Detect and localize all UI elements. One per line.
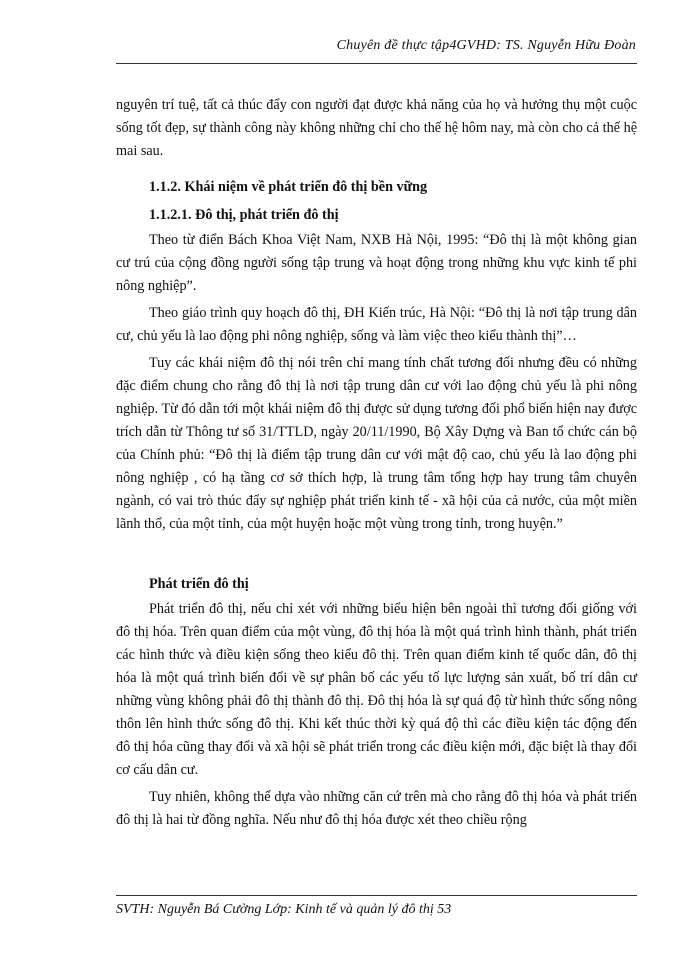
subsection-heading-urban-development: Phát triển đô thị xyxy=(149,576,249,592)
paragraph-definition-textbook: Theo giáo trình quy hoạch đô thị, ĐH Kiến trúc, Hà Nội: “Đô thị là nơi tập trung dân cư, chủ yếu là lao động phi nông nghiệp, sống và làm việc theo kiểu thành thị”… xyxy=(116,305,637,344)
header-divider xyxy=(116,63,637,64)
section-heading-1-1-2: 1.1.2. Khái niệm về phát triển đô thị bền vững xyxy=(149,179,428,195)
subsection-heading-1-1-2-1: 1.1.2.1. Đô thị, phát triển đô thị xyxy=(149,207,339,223)
intro-paragraph: nguyên trí tuệ, tất cả thúc đẩy con người đạt được khả năng của họ và hưởng thụ một cuộc sống tốt đẹp, sự thành công này không những chỉ cho thế hệ hôm nay, mà còn cho cả thế hệ mai sau. xyxy=(116,97,637,159)
paragraph-distinction: Tuy nhiên, không thể dựa vào những căn cứ trên mà cho rằng đô thị hóa và phát triển đô thị là hai từ đồng nghĩa. Nếu như đô thị hóa được xét theo chiều rộng xyxy=(116,789,637,828)
paragraph-common-features: Tuy các khái niệm đô thị nói trên chỉ mang tính chất tương đối nhưng đều có những đặc điểm chung cho rằng đô thị là nơi tập trung dân cư với lao động chủ yếu là phi nông nghiệp. Từ đó dẫn tới một khái niệm đô thị được sử dụng tương đối phổ biến hiện nay được trích dẫn từ Thông tư số 31/TTLD, ngày 20/11/1990, Bộ Xây Dựng và Ban tổ chức cán bộ của Chính phủ: “Đô thị là điểm tập trung dân cư với mật độ cao, chủ yếu là lao động phi nông nghiệp , có hạ tầng cơ sở thích hợp, là trung tâm tổng hợp hay trung tâm chuyên ngành, có vai trò thúc đẩy sự nghiệp phát triển kinh tế - xã hội của cả nước, của một miền lãnh thổ, của một tỉnh, của một huyện hoặc một vùng trong tỉnh, trong huyện.” xyxy=(116,355,637,532)
paragraph-definition-encyclopedia: Theo từ điển Bách Khoa Việt Nam, NXB Hà Nội, 1995: “Đô thị là một không gian cư trú của cộng đồng người sống tập trung và hoạt động trong những khu vực kinh tế phi nông nghiệp”. xyxy=(116,232,637,294)
page-footer: SVTH: Nguyễn Bá Cường Lớp: Kinh tế và quản lý đô thị 53 xyxy=(116,902,452,917)
footer-divider xyxy=(116,895,637,896)
page-header: Chuyên đề thực tập4GVHD: TS. Nguyễn Hữu Đoàn xyxy=(336,38,636,53)
document-body xyxy=(116,94,637,832)
paragraph-urbanization: Phát triển đô thị, nếu chỉ xét với những biểu hiện bên ngoài thì tương đối giống với đô thị hóa. Trên quan điểm của một vùng, đô thị hóa là một quá trình hình thành, phát triển các hình thức và điều kiện sống theo kiểu đô thị. Trên quan điểm kinh tế quốc dân, đô thị hóa là một quá trình biến đổi về sự phân bố các yếu tố lực lượng sản xuất, bố trí dân cư những vùng không phải đô thị thành đô thị. Đô thị hóa là sự quá độ từ hình thức sống nông thôn lên hình thức sống đô thị. Khi kết thúc thời kỳ quá độ thì các điều kiện tác động đến đô thị hóa cũng thay đổi và xã hội sẽ phát triển trong các điều kiện mới, đặc biệt là thay đổi cơ cấu dân cư. xyxy=(116,601,637,778)
